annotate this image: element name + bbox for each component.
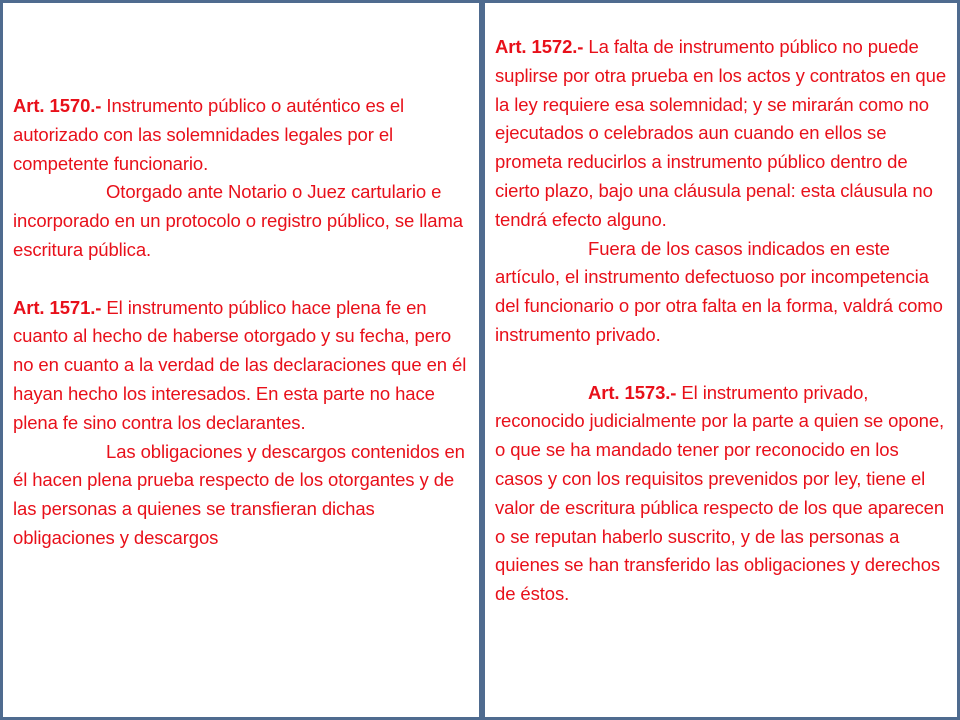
art-1570-paragraph xyxy=(13,92,473,178)
art-1572-text: La falta de instrumento público no puede suplirse por otra prueba en los actos y contratos en que la ley requiere esa solemnidad; y se mirarán como no ejecutados o celebrados aun cuando en ellos se prometa reducirlos a instrumento público dentro de cierto plazo, bajo una cláusula penal: esta cláusula no tendrá efecto alguno. xyxy=(495,36,947,230)
art-1570-paragraph-2: Otorgado ante Notario o Juez cartulario e incorporado en un protocolo o registro público, se llama escritura pública. xyxy=(13,181,463,260)
art-1573-text: El instrumento privado, reconocido judicialmente por la parte a quien se opone, o que se ha mandado tener por reconocido en los casos y con los requisitos prevenidos por ley, tiene el valor de escritura pública respecto de los que aparecen o se reputan haberlo suscrito, y de las personas a quienes se han transferido las obligaciones y derechos de éstos. xyxy=(495,381,945,605)
art-1573-number: Art. 1573.- xyxy=(588,381,677,403)
art-1570-number: Art. 1570.- xyxy=(13,95,102,116)
art-1572-paragraph xyxy=(495,33,947,235)
left-column xyxy=(13,92,473,553)
paragraph-spacer xyxy=(13,265,473,294)
right-column xyxy=(495,33,947,609)
column-divider xyxy=(479,3,485,720)
art-1571-text: El instrumento público hace plena fe en cuanto al hecho de haberse otorgado y su fecha, pero no en cuanto a la verdad de las declaraciones que en él hayan hecho los interesados. En esta parte no hace plena fe sino contra los declarantes. xyxy=(13,296,467,433)
art-1573-paragraph xyxy=(495,379,947,609)
art-1571-paragraph xyxy=(13,294,473,438)
art-1572-paragraph-2: Fuera de los casos indicados en este artículo, el instrumento defectuoso por incompetencia del funcionario o por otra falta en la forma, valdrá como instrumento privado. xyxy=(495,237,943,345)
art-1570-text: Instrumento público o auténtico es el autorizado con las solemnidades legales por el competente funcionario. xyxy=(13,95,405,174)
paragraph-spacer xyxy=(495,350,947,379)
art-1571-paragraph-2: Las obligaciones y descargos contenidos en él hacen plena prueba respecto de los otorgantes y de las personas a quienes se transfieran dichas obligaciones y descargos xyxy=(13,440,465,548)
art-1572-number: Art. 1572.- xyxy=(495,36,584,57)
art-1571-number: Art. 1571.- xyxy=(13,296,102,318)
